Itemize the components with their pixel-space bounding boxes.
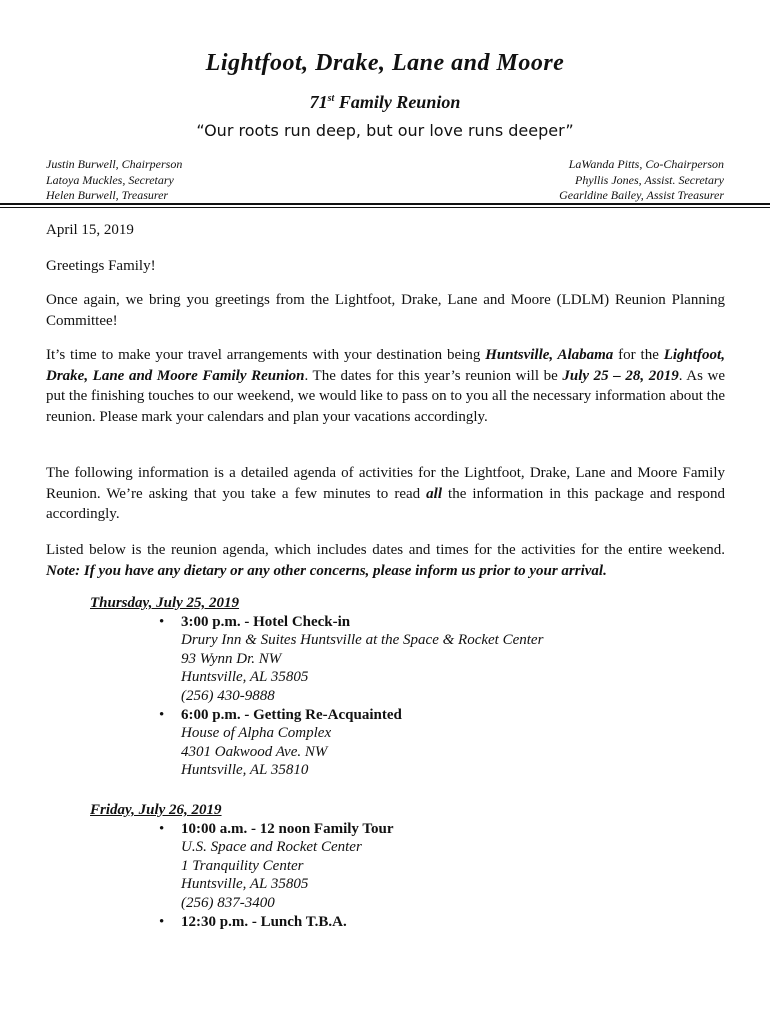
agenda-item-address: 93 Wynn Dr. NW	[181, 650, 282, 667]
reunion-subtitle	[0, 92, 770, 113]
destination-city: Huntsville, Alabama	[485, 347, 614, 363]
officer-secretary: Latoya Muckles, Secretary	[46, 172, 174, 187]
emphasis-all: all	[426, 485, 443, 502]
agenda-item	[159, 820, 726, 913]
agenda-item-phone: (256) 430-9888	[181, 687, 275, 704]
agenda-item-title: 6:00 p.m. - Getting Re-Acquainted	[181, 706, 402, 723]
p2-text-a: It’s time to make your travel arrangements with your destination being	[46, 347, 486, 363]
day-heading-friday: Friday, July 26, 2019	[90, 802, 222, 818]
bullet-icon: •	[159, 820, 165, 837]
bullet-icon: •	[159, 613, 165, 630]
officer-assist-secretary: Phyllis Jones, Assist. Secretary	[575, 172, 724, 187]
officers-right	[559, 157, 724, 204]
agenda-item-city: Huntsville, AL 35805	[181, 669, 309, 686]
subtitle-text: Family Reunion	[338, 92, 461, 112]
p2-text-g: . As we put the finishing touches to our weekend, we would like to pass on to you all the necessary information about the reunion. Please mark your calendars and plan your vacations accordingly.	[46, 367, 726, 425]
reunion-name: Lightfoot, Drake, Lane and Moore Family Reunion	[46, 347, 725, 384]
agenda-item-address: 4301 Oakwood Ave. NW	[181, 743, 328, 760]
officer-assist-treasurer: Gearldine Bailey, Assist Treasurer	[559, 188, 724, 202]
p4-text-a: Listed below is the reunion agenda, which includes dates and times for the activities for the entire weekend.	[46, 542, 725, 558]
paragraph-agenda-info	[46, 463, 725, 525]
reunion-dates: July 25 – 28, 2019	[562, 367, 679, 384]
paragraph-travel	[46, 345, 725, 427]
officer-chairperson: Justin Burwell, Chairperson	[46, 157, 183, 171]
day-heading-thursday: Thursday, July 25, 2019	[90, 595, 240, 611]
subtitle-number: 71	[309, 92, 328, 112]
header-divider-thin	[0, 207, 770, 208]
agenda-friday	[46, 801, 726, 931]
officer-treasurer: Helen Burwell, Treasurer	[46, 188, 169, 202]
agenda-item-title: 3:00 p.m. - Hotel Check-in	[181, 613, 351, 630]
paragraph-intro: Once again, we bring you greetings from the Lightfoot, Drake, Lane and Moore (LDLM) Reunion Planning Committee!	[46, 292, 725, 329]
agenda-item	[159, 913, 726, 932]
agenda-item-city: Huntsville, AL 35810	[181, 762, 309, 779]
agenda-item-address: 1 Tranquility Center	[181, 857, 304, 874]
agenda-item-title: 10:00 a.m. - 12 noon Family Tour	[181, 820, 394, 837]
officers-left	[46, 157, 182, 204]
agenda-thursday	[46, 594, 726, 780]
agenda-item-title: 12:30 p.m. - Lunch T.B.A.	[181, 913, 347, 930]
bullet-icon: •	[159, 706, 165, 723]
agenda-item-venue: U.S. Space and Rocket Center	[181, 839, 362, 856]
agenda-item-city: Huntsville, AL 35805	[181, 876, 309, 893]
paragraph-agenda-note	[46, 540, 725, 581]
bullet-icon: •	[159, 913, 165, 930]
p3-text-c: the information in this package and respond accordingly.	[46, 485, 725, 522]
p3-text-a: The following information is a detailed agenda of activities for the Lightfoot, Drake, Lane and Moore Family Reunion. We’re asking that you take a few minutes to read	[46, 465, 725, 502]
letter-greeting: Greetings Family!	[46, 258, 156, 274]
p2-text-c: for the	[613, 347, 664, 363]
agenda-item-venue: Drury Inn & Suites Huntsville at the Space & Rocket Center	[181, 632, 544, 649]
agenda-item-phone: (256) 837-3400	[181, 894, 275, 911]
letter-date: April 15, 2019	[46, 222, 134, 238]
reunion-motto: “Our roots run deep, but our love runs deeper”	[196, 121, 574, 140]
reunion-title: Lightfoot, Drake, Lane and Moore	[205, 50, 565, 76]
officer-co-chairperson: LaWanda Pitts, Co-Chairperson	[568, 157, 724, 171]
agenda-item	[159, 613, 726, 706]
agenda-item	[159, 706, 726, 780]
dietary-note: Note: If you have any dietary or any other concerns, please inform us prior to your arrival.	[46, 562, 607, 579]
header-divider	[0, 203, 770, 205]
subtitle-suffix: st	[327, 93, 335, 104]
agenda-item-venue: House of Alpha Complex	[181, 725, 332, 742]
p2-text-e: . The dates for this year’s reunion will be	[304, 367, 563, 384]
